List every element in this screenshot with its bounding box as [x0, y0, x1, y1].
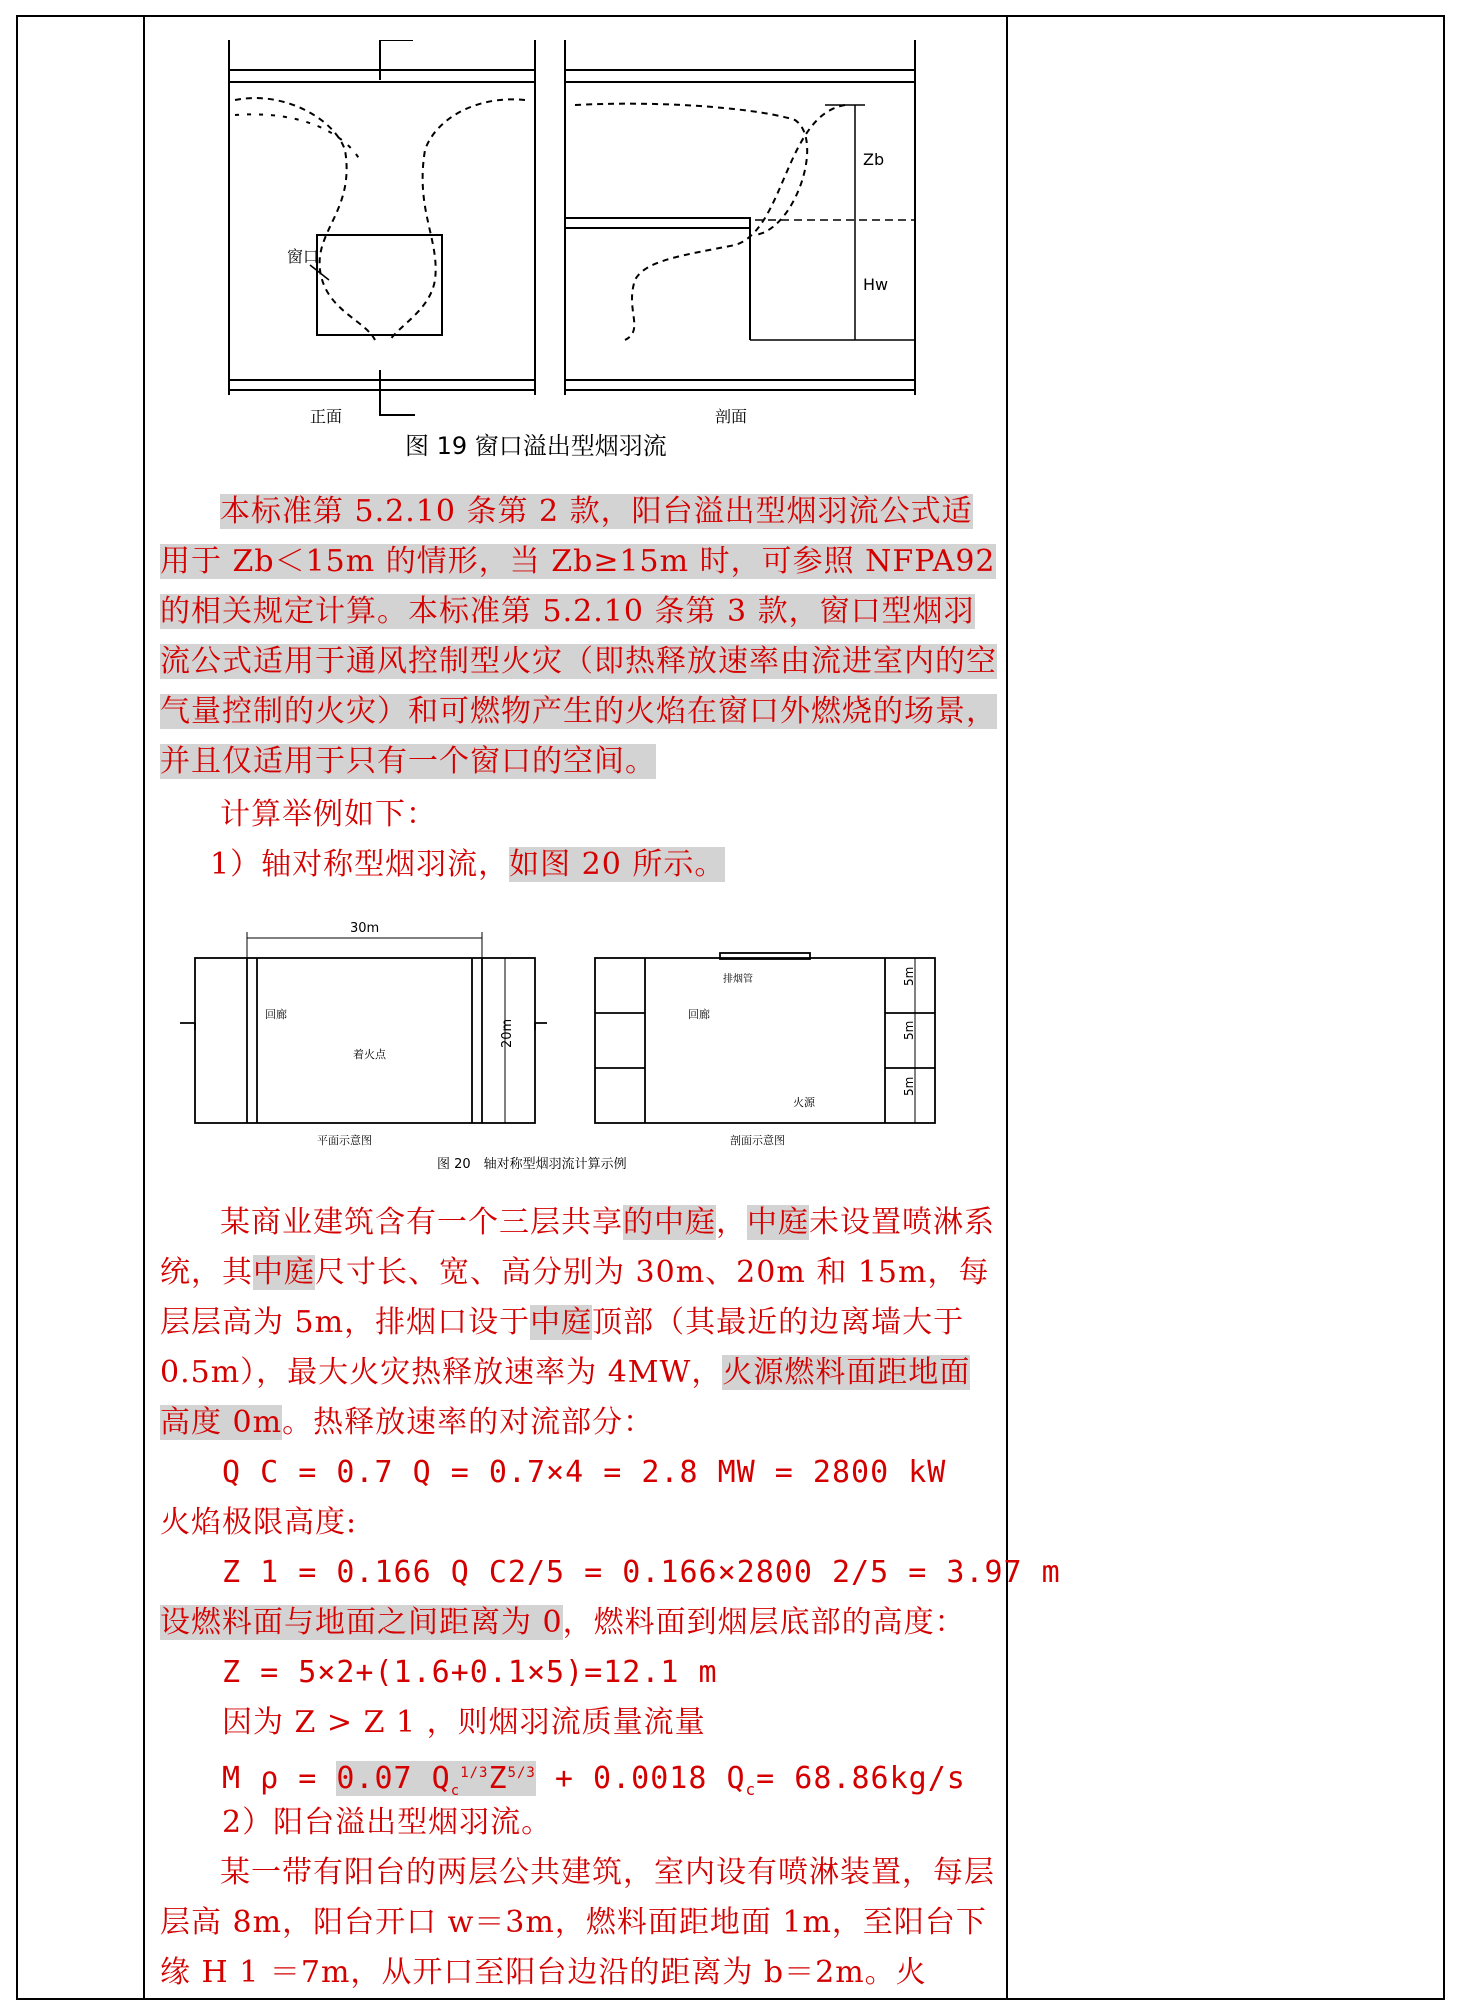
label-window: 窗口: [287, 247, 320, 266]
label-zb: Zb: [863, 150, 885, 169]
mass-flow-sub2: c: [745, 1780, 757, 1799]
atrium-text-7: 尺寸长、宽、高分别为 30m、20m 和 15m，每层层高为 5m，排烟口设于: [160, 1255, 990, 1340]
mass-flow-c: + 0.0018 Q: [535, 1761, 746, 1796]
figure-19-caption: 图 19 窗口溢出型烟羽流: [405, 432, 667, 460]
flame-height-label: 火焰极限高度:: [160, 1505, 358, 1540]
balcony-text: 某一带有阳台的两层公共建筑，室内设有喷淋装置，每层层高 8m，阳台开口 w＝3m，燃料面距地面 1m，至阳台下缘 H 1 ＝7m，从开口至阳台边沿的距离为 b＝2m。火: [160, 1855, 995, 1990]
atrium-text-4: 中庭: [747, 1205, 809, 1240]
mass-flow-b: 0.07 Q: [336, 1761, 451, 1796]
formula-convective-heat: Q C = 0.7 Q = 0.7×4 = 2.8 MW = 2800 kW: [222, 1455, 947, 1490]
dim-5m-1: 5m: [902, 966, 916, 986]
atrium-text-6: 中庭: [253, 1255, 315, 1290]
dim-30m: 30m: [350, 921, 380, 936]
item-1-heading: [210, 840, 725, 890]
because-line: 因为 Z > Z 1 ，则烟羽流质量流量: [222, 1705, 706, 1740]
mass-flow-a: M ρ =: [222, 1761, 337, 1796]
standard-notes-text: 本标准第 5.2.10 条第 2 款，阳台溢出型烟羽流公式适用于 Zb＜15m 的情形，当 Zb≥15m 时，可参照 NFPA92 的相关规定计算。本标准第 5.2.10 条第 3 款，窗口型烟羽流公式适用于通风控制型火灾（即热释放速率由流进室内的空气量控制的火灾）和可燃物产生的火焰在窗口外燃烧的场景，并且仅适用于只有一个窗口的空间。: [160, 494, 997, 779]
label-corridor-right: 回廊: [688, 1008, 710, 1021]
figure-19-diagram: [225, 40, 925, 460]
label-plan: 平面示意图: [317, 1134, 372, 1147]
atrium-text-1: 某商业建筑含有一个三层共享: [220, 1205, 623, 1240]
atrium-text-5: 未设置喷淋系统，其: [160, 1205, 995, 1290]
mass-flow-sub: c: [450, 1783, 461, 1799]
mass-flow-sup2: 5/3: [507, 1765, 536, 1781]
formula-flame-height: Z 1 = 0.166 Q C2/5 = 0.166×2800 2/5 = 3.97 m: [222, 1555, 1061, 1590]
label-fire-right: 火源: [793, 1096, 815, 1109]
dim-5m-3: 5m: [902, 1076, 916, 1096]
fuel-distance-line: [160, 1598, 966, 1648]
label-section: 剖面: [715, 407, 748, 426]
formula-smoke-height: Z = 5×2+(1.6+0.1×5)=12.1 m: [222, 1655, 718, 1690]
figure-20-diagram: [175, 918, 955, 1173]
paragraph-balcony-example: [160, 1848, 998, 1998]
figure-20-caption: 图 20 轴对称型烟羽流计算示例: [437, 1157, 627, 1172]
atrium-text-9: 顶部（其最近的边离墙大于 0.5m），最大火灾热释放速率为 4MW，: [160, 1305, 965, 1390]
atrium-text-3: ，: [716, 1205, 747, 1240]
atrium-text-11: 。热释放速率的对流部分：: [282, 1405, 655, 1440]
atrium-text-10: 火源燃料面距地面高度 0m: [160, 1355, 971, 1440]
paragraph-standard-notes: [160, 487, 998, 787]
mass-flow-d: = 68.86kg/s: [756, 1761, 966, 1796]
fuel-distance-a: 设燃料面与地面之间距离为 0: [160, 1605, 563, 1640]
column-divider-right: [1006, 17, 1008, 1998]
item-1-b: 如图 20 所示。: [509, 847, 726, 882]
item-1-a: 1）轴对称型烟羽流，: [210, 847, 510, 882]
fuel-distance-b: ，燃料面到烟层底部的高度：: [562, 1605, 966, 1640]
label-exhaust: 排烟管: [723, 974, 753, 985]
label-front: 正面: [310, 407, 343, 426]
dim-20m: 20m: [500, 1018, 515, 1048]
column-divider-left: [143, 17, 145, 1998]
dim-5m-2: 5m: [902, 1020, 916, 1040]
example-intro: 计算举例如下：: [220, 797, 437, 832]
item-2-heading: 2）阳台溢出型烟羽流。: [222, 1805, 553, 1840]
label-hw: Hw: [863, 275, 889, 294]
label-corridor-left: 回廊: [265, 1008, 287, 1021]
mass-flow-z: Z: [488, 1761, 508, 1796]
mass-flow-sup1: 1/3: [460, 1765, 489, 1781]
label-fire-left: 着火点: [353, 1048, 386, 1061]
atrium-text-8: 中庭: [530, 1305, 593, 1340]
atrium-text-2: 的中庭: [623, 1205, 716, 1240]
label-section: 剖面示意图: [730, 1134, 785, 1147]
paragraph-atrium-example: [160, 1198, 998, 1448]
